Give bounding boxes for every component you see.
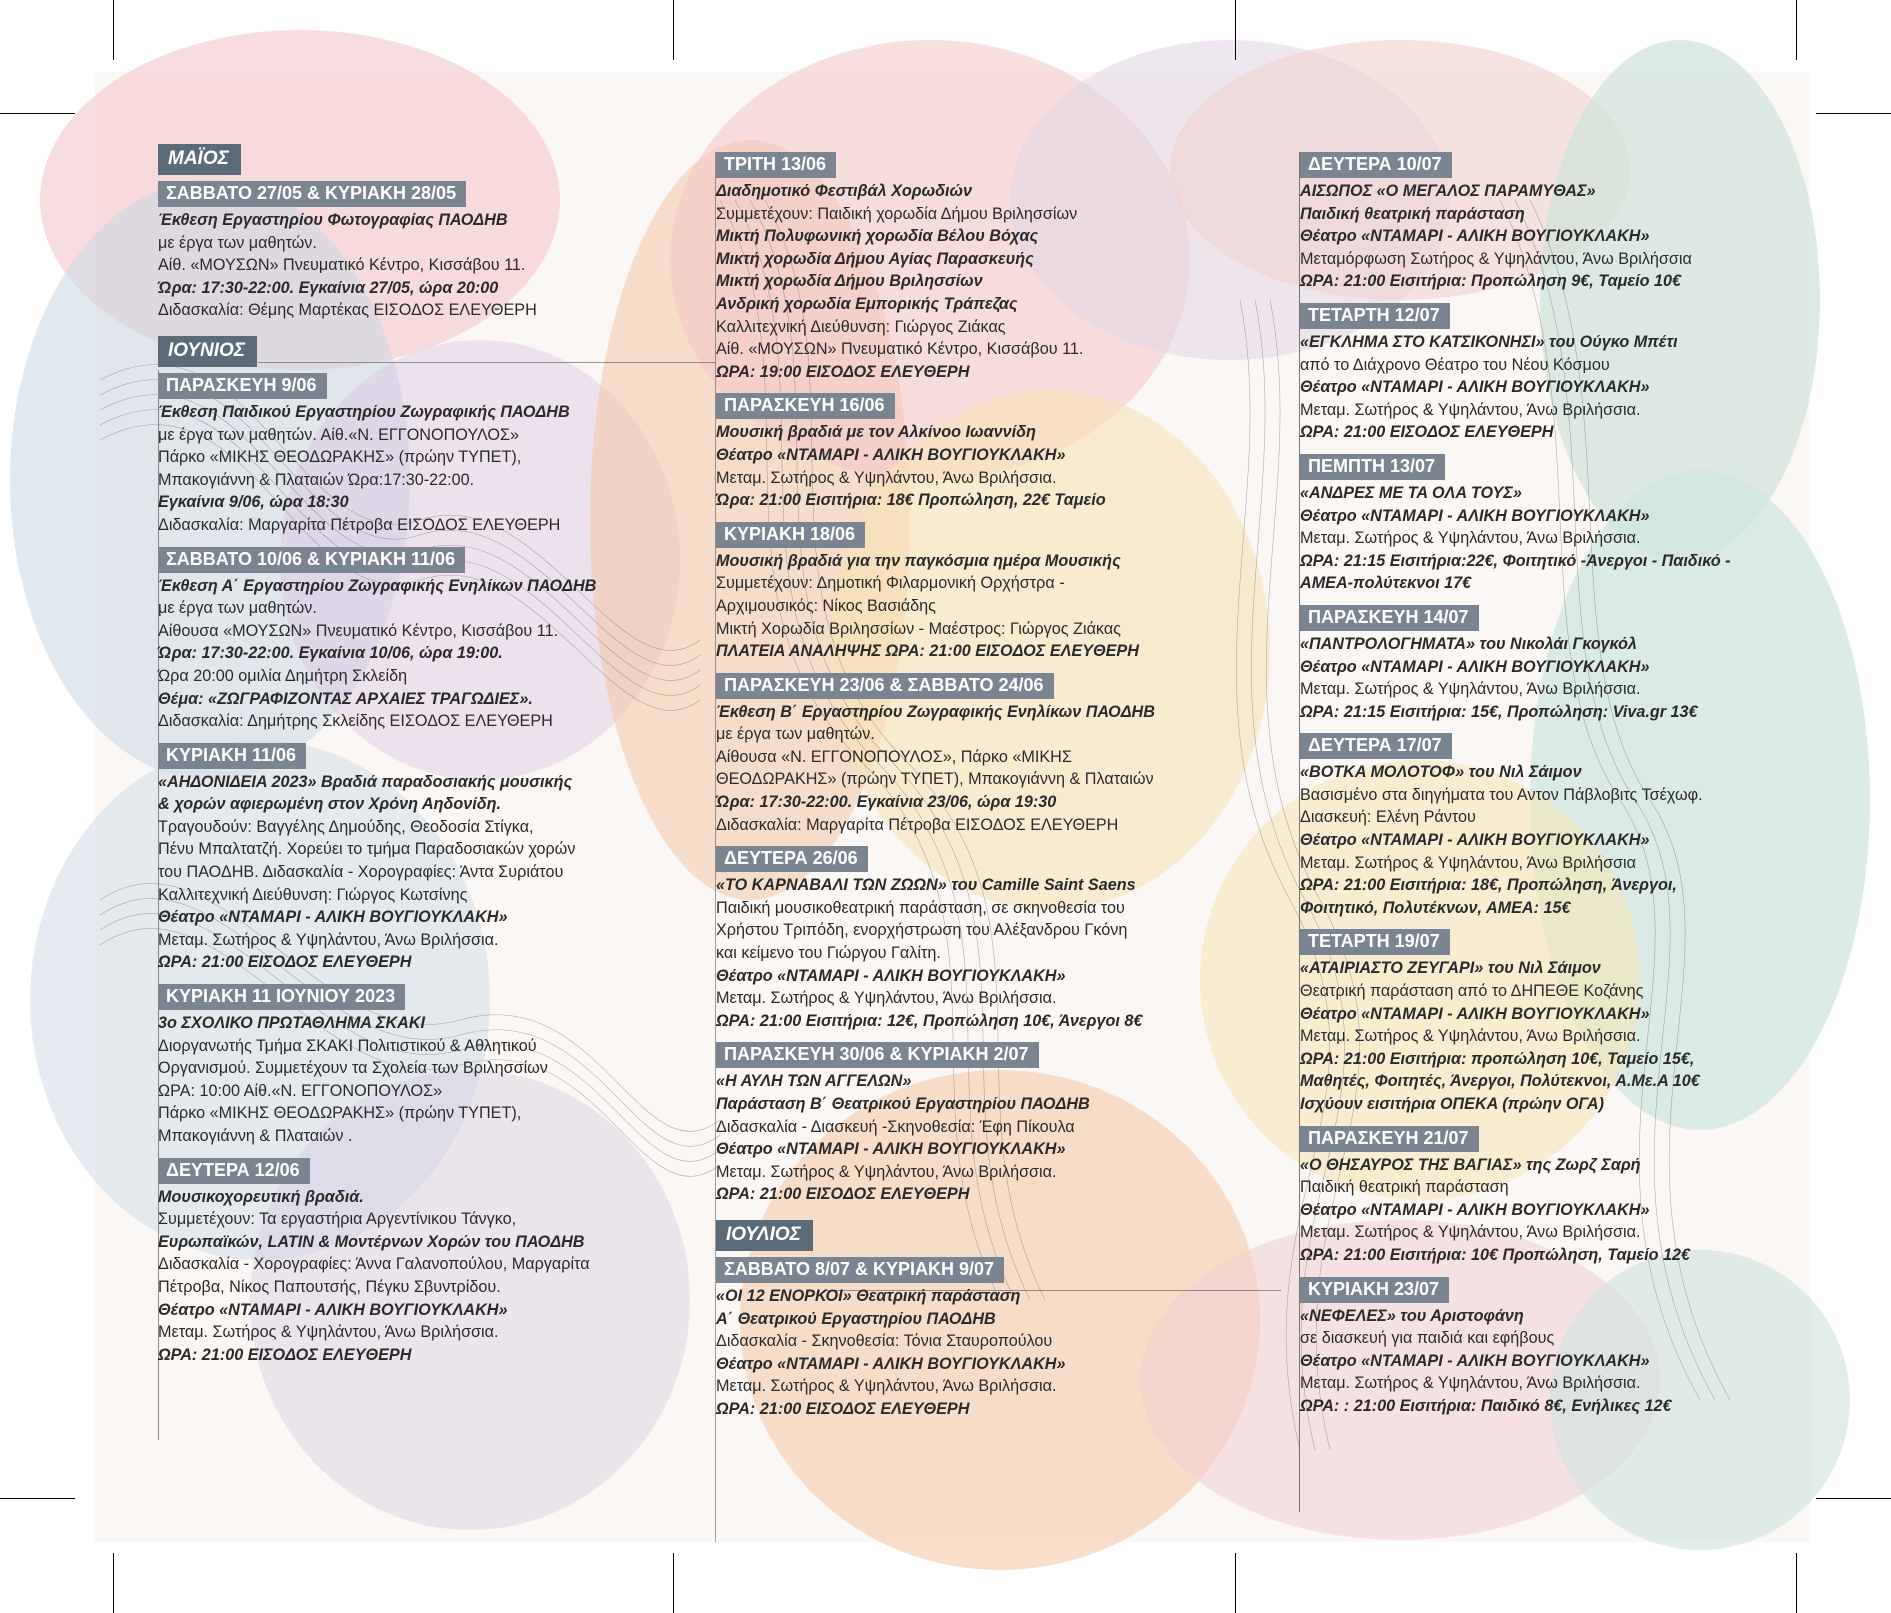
- event-detail-line: με έργα των μαθητών.: [158, 233, 317, 252]
- event-detail-line: Διασκευή: Ελένη Ράντου: [1300, 808, 1476, 827]
- event-detail-line: Μικτή χορωδία Δήμου Αγίας Παρασκευής: [716, 249, 1034, 268]
- event-detail-line: Μεταμ. Σωτήρος & Υψηλάντου, Άνω Βριλήσσια.: [716, 989, 1057, 1008]
- event-detail-line: «Ο ΘΗΣΑΥΡΟΣ ΤΗΣ ΒΑΓΙΑΣ» της Ζωρζ Σαρή: [1300, 1155, 1641, 1174]
- event-entry: [716, 1257, 1236, 1421]
- event-entry: [1300, 303, 1770, 444]
- event-detail-line: 3ο ΣΧΟΛΙΚΟ ΠΡΩΤΑΘΛΗΜΑ ΣΚΑΚΙ: [158, 1014, 426, 1033]
- event-entry: [716, 152, 1236, 383]
- column-left: [158, 140, 648, 1376]
- crop-mark: [113, 1553, 114, 1613]
- event-detail-line: ΑΙΣΩΠΟΣ «Ο ΜΕΓΑΛΟΣ ΠΑΡΑΜΥΘΑΣ»: [1300, 182, 1596, 200]
- crop-mark: [1235, 1553, 1236, 1613]
- event-detail-line: Διδασκαλία: Θέμης Μαρτέκας ΕΙΣΟΔΟΣ ΕΛΕΥΘΕΡΗ: [158, 301, 537, 320]
- event-detail-line: Παιδική θεατρική παράσταση: [1300, 204, 1525, 223]
- event-detail-line: «ΤΟ ΚΑΡΝΑΒΑΛΙ ΤΩΝ ΖΩΩΝ» του Camille Saint Saens: [716, 876, 1136, 895]
- event-date: ΚΥΡΙΑΚΗ 18/06: [716, 522, 865, 548]
- event-entry: [716, 522, 1236, 663]
- event-detail-line: Μεταμ. Σωτήρος & Υψηλάντου, Άνω Βριλήσσια.: [1300, 400, 1641, 419]
- crop-mark: [0, 113, 75, 114]
- event-detail-line: Παιδική μουσικοθεατρική παράσταση, σε σκηνοθεσία του: [716, 898, 1125, 917]
- event-detail-line: Θεατρική παράσταση από το ΔΗΠΕΘΕ Κοζάνης: [1300, 982, 1644, 1001]
- event-detail-line: Θέατρο «ΝΤΑΜΑΡΙ - ΑΛΙΚΗ ΒΟΥΓΙΟΥΚΛΑΚΗ»: [716, 1140, 1066, 1159]
- event-detail-line: Μικτή Χορωδία Βριλησσίων - Μαέστρος: Γιώργος Ζιάκας: [716, 619, 1121, 638]
- event-date: ΣΑΒΒΑΤΟ 8/07 & ΚΥΡΙΑΚΗ 9/07: [716, 1257, 1004, 1283]
- event-detail-line: ΩΡΑ: : 21:00 Εισιτήρια: Παιδικό 8€, Ενήλικες 12€: [1300, 1396, 1672, 1415]
- event-detail-line: Ώρα: 21:00 Εισιτήρια: 18€ Προπώληση, 22€ Ταμείο: [716, 491, 1106, 510]
- event-detail-line: Μουσική βραδιά για την παγκόσμια ημέρα Μουσικής: [716, 551, 1121, 570]
- event-detail-line: Μεταμ. Σωτήρος & Υψηλάντου, Άνω Βριλήσσια.: [158, 1323, 499, 1342]
- event-detail-line: ΩΡΑ: 21:00 Εισιτήρια: 10€ Προπώληση, Ταμείο 12€: [1300, 1245, 1691, 1264]
- event-entry: [1300, 929, 1770, 1115]
- event-detail-line: Μαθητές, Φοιτητές, Άνεργοι, Πολύτεκνοι, Α.Με.Α 10€: [1300, 1072, 1700, 1091]
- event-detail-line: Ανδρική χορωδία Εμπορικής Τράπεζας: [716, 294, 1018, 313]
- crop-mark: [1796, 0, 1797, 60]
- event-detail-line: & χορών αφιερωμένη στον Χρόνη Αηδονίδη.: [158, 795, 502, 814]
- event-detail-line: Θέμα: «ΖΩΓΡΑΦΙΖΟΝΤΑΣ ΑΡΧΑΙΕΣ ΤΡΑΓΩΔΙΕΣ».: [158, 689, 533, 708]
- event-detail-line: «ΝΕΦΕΛΕΣ» του Αριστοφάνη: [1300, 1306, 1524, 1325]
- event-detail-line: Μεταμ. Σωτήρος & Υψηλάντου, Άνω Βριλήσσια.: [716, 468, 1057, 487]
- event-entry: [1300, 1277, 1770, 1418]
- event-detail-line: Διδασκαλία - Σκηνοθεσία: Τόνια Σταυροπούλου: [716, 1332, 1053, 1351]
- event-detail-line: Τραγουδούν: Βαγγέλης Δημούδης, Θεοδοσία Στίγκα,: [158, 817, 534, 836]
- event-date: ΠΑΡΑΣΚΕΥΗ 30/06 & ΚΥΡΙΑΚΗ 2/07: [716, 1042, 1039, 1068]
- event-detail-line: Διοργανωτής Τμήμα ΣΚΑΚΙ Πολιτιστικού & Αθλητικού: [158, 1036, 537, 1055]
- event-detail-line: Ώρα: 17:30-22:00. Εγκαίνια 10/06, ώρα 19:00.: [158, 644, 503, 663]
- event-detail-line: Παιδική θεατρική παράσταση: [1300, 1178, 1509, 1197]
- event-detail-line: σε διασκευή για παιδιά και εφήβους: [1300, 1329, 1555, 1348]
- event-detail-line: Διδασκαλία - Διασκευή -Σκηνοθεσία: Έφη Πίκουλα: [716, 1117, 1075, 1136]
- event-entry: [158, 373, 648, 537]
- event-date: ΣΑΒΒΑΤΟ 27/05 & ΚΥΡΙΑΚΗ 28/05: [158, 181, 466, 207]
- event-date: ΠΕΜΠΤΗ 13/07: [1300, 454, 1445, 480]
- event-detail-line: Οργανισμού. Συμμετέχουν τα Σχολεία των Βριλησσίων: [158, 1059, 548, 1078]
- event-entry: [716, 673, 1236, 837]
- event-date: ΤΕΤΑΡΤΗ 12/07: [1300, 303, 1450, 329]
- event-detail-line: Μεταμ. Σωτήρος & Υψηλάντου, Άνω Βριλήσσια.: [716, 1377, 1057, 1396]
- event-detail-line: Διαδημοτικό Φεστιβάλ Χορωδιών: [716, 182, 972, 200]
- event-detail-line: Χρήστου Τριπόδη, ενορχήστρωση του Αλέξανδρου Γκόνη: [716, 921, 1128, 940]
- event-detail-line: Διδασκαλία - Χορογραφίες: Άννα Γαλανοπούλου, Μαργαρίτα: [158, 1255, 590, 1274]
- crop-mark: [1816, 1498, 1891, 1499]
- event-entry: [1300, 605, 1770, 723]
- event-date: ΚΥΡΙΑΚΗ 23/07: [1300, 1277, 1449, 1303]
- event-detail-line: Μεταμόρφωση Σωτήρος & Υψηλάντου, Άνω Βριλήσσια: [1300, 249, 1692, 268]
- event-detail-line: Ισχύουν εισιτήρια ΟΠΕΚΑ (πρώην ΟΓΑ): [1300, 1095, 1604, 1113]
- event-detail-line: Έκθεση Α΄ Εργαστηρίου Ζωγραφικής Ενηλίκων ΠΑΟΔΗΒ: [158, 576, 597, 595]
- event-date: ΠΑΡΑΣΚΕΥΗ 14/07: [1300, 605, 1479, 631]
- event-entry: [1300, 454, 1770, 595]
- event-detail-line: ΩΡΑ: 21:15 Εισιτήρια: 15€, Προπώληση: Viva.gr 13€: [1300, 702, 1698, 721]
- event-detail-line: Ώρα: 17:30-22:00. Εγκαίνια 27/05, ώρα 20:00: [158, 278, 499, 297]
- event-detail-line: ΩΡΑ: 19:00 ΕΙΣΟΔΟΣ ΕΛΕΥΘΕΡΗ: [716, 362, 970, 381]
- event-detail-line: Μπακογιάννη & Πλαταιών Ώρα:17:30-22:00.: [158, 470, 475, 489]
- event-detail-line: Μπακογιάννη & Πλαταιών .: [158, 1127, 353, 1145]
- event-detail-line: Μικτή Πολυφωνική χορωδία Βέλου Βόχας: [716, 227, 1039, 246]
- event-date: ΤΕΤΑΡΤΗ 19/07: [1300, 929, 1450, 955]
- event-detail-line: Θέατρο «ΝΤΑΜΑΡΙ - ΑΛΙΚΗ ΒΟΥΓΙΟΥΚΛΑΚΗ»: [1300, 657, 1650, 676]
- event-detail-line: Θέατρο «ΝΤΑΜΑΡΙ - ΑΛΙΚΗ ΒΟΥΓΙΟΥΚΛΑΚΗ»: [1300, 378, 1650, 397]
- event-detail-line: Συμμετέχουν: Παιδική χορωδία Δήμου Βριλησσίων: [716, 204, 1078, 223]
- event-detail-line: Θέατρο «ΝΤΑΜΑΡΙ - ΑΛΙΚΗ ΒΟΥΓΙΟΥΚΛΑΚΗ»: [1300, 1200, 1650, 1219]
- event-detail-line: «ΟΙ 12 ΕΝΟΡΚΟΙ» Θεατρική παράσταση: [716, 1286, 1021, 1305]
- event-detail-line: Μεταμ. Σωτήρος & Υψηλάντου, Άνω Βριλήσσια.: [1300, 680, 1641, 699]
- event-date: ΔΕΥΤΕΡΑ 26/06: [716, 846, 868, 872]
- event-detail-line: Θέατρο «ΝΤΑΜΑΡΙ - ΑΛΙΚΗ ΒΟΥΓΙΟΥΚΛΑΚΗ»: [158, 908, 508, 927]
- event-detail-line: από το Διάχρονο Θέατρο του Νέου Κόσμου: [1300, 355, 1610, 374]
- event-entry: [716, 1042, 1236, 1206]
- crop-mark: [673, 1553, 674, 1613]
- event-date: ΔΕΥΤΕΡΑ 12/06: [158, 1158, 310, 1184]
- event-detail-line: Πέτροβα, Νίκος Παπουτσής, Πέγκυ Σβυντρίδου.: [158, 1277, 501, 1296]
- event-detail-line: Αίθουσα «ΜΟΥΣΩΝ» Πνευματικό Κέντρο, Κισσάβου 11.: [158, 621, 559, 640]
- event-date: ΚΥΡΙΑΚΗ 11 ΙΟΥΝΙΟΥ 2023: [158, 984, 405, 1010]
- event-date: ΚΥΡΙΑΚΗ 11/06: [158, 743, 306, 769]
- month-heading: ΙΟΥΛΙΟΣ: [716, 1220, 813, 1251]
- event-detail-line: ΩΡΑ: 21:00 ΕΙΣΟΔΟΣ ΕΛΕΥΘΕΡΗ: [1300, 423, 1554, 442]
- event-detail-line: ΩΡΑ: 21:00 ΕΙΣΟΔΟΣ ΕΛΕΥΘΕΡΗ: [158, 1345, 412, 1364]
- event-detail-line: Βασισμένο στα διηγήματα του Αντον Πάβλοβιτς Τσέχωφ.: [1300, 785, 1703, 804]
- event-detail-line: του ΠΑΟΔΗΒ. Διδασκαλία - Χορογραφίες: Άντα Συριάτου: [158, 863, 564, 882]
- event-detail-line: Πένυ Μπαλτατζή. Χορεύει το τμήμα Παραδοσιακών χορών: [158, 840, 576, 859]
- event-entry: [1300, 152, 1770, 293]
- event-detail-line: Μεταμ. Σωτήρος & Υψηλάντου, Άνω Βριλήσσια: [1300, 853, 1637, 872]
- event-detail-line: με έργα των μαθητών. Αίθ.«Ν. ΕΓΓΟΝΟΠΟΥΛΟΣ»: [158, 425, 520, 444]
- event-detail-line: Φοιτητικό, Πολυτέκνων, ΑΜΕΑ: 15€: [1300, 898, 1571, 917]
- column-middle: [716, 152, 1236, 1431]
- event-date: ΔΕΥΤΕΡΑ 17/07: [1300, 733, 1452, 759]
- event-detail-line: Αίθουσα «Ν. ΕΓΓΟΝΟΠΟΥΛΟΣ», Πάρκο «ΜΙΚΗΣ: [716, 747, 1072, 766]
- event-detail-line: ΩΡΑ: 21:00 Εισιτήρια: 12€, Προπώληση 10€, Άνεργοι 8€: [716, 1011, 1143, 1030]
- event-detail-line: Έκθεση Β΄ Εργαστηρίου Ζωγραφικής Ενηλίκων ΠΑΟΔΗΒ: [716, 702, 1155, 721]
- event-detail-line: ΩΡΑ: 21:00 Εισιτήρια: 18€, Προπώληση, Άνεργοι,: [1300, 876, 1677, 895]
- event-detail-line: Αίθ. «ΜΟΥΣΩΝ» Πνευματικό Κέντρο, Κισσάβου 11.: [158, 256, 526, 275]
- event-detail-line: Θέατρο «ΝΤΑΜΑΡΙ - ΑΛΙΚΗ ΒΟΥΓΙΟΥΚΛΑΚΗ»: [1300, 1004, 1650, 1023]
- event-detail-line: Διδασκαλία: Μαργαρίτα Πέτροβα ΕΙΣΟΔΟΣ ΕΛΕΥΘΕΡΗ: [716, 815, 1119, 834]
- crop-mark: [673, 0, 674, 60]
- event-detail-line: «ΕΓΚΛΗΜΑ ΣΤΟ ΚΑΤΣΙΚΟΝΗΣΙ» του Ούγκο Μπέτι: [1300, 332, 1678, 351]
- event-date: ΤΡΙΤΗ 13/06: [716, 152, 836, 178]
- event-detail-line: Ώρα 20:00 ομιλία Δημήτρη Σκλείδη: [158, 666, 408, 685]
- event-date: ΠΑΡΑΣΚΕΥΗ 16/06: [716, 393, 895, 419]
- event-detail-line: Μουσική βραδιά με τον Αλκίνοο Ιωαννίδη: [716, 423, 1036, 442]
- event-entry: [158, 743, 648, 974]
- event-detail-line: Θέατρο «ΝΤΑΜΑΡΙ - ΑΛΙΚΗ ΒΟΥΓΙΟΥΚΛΑΚΗ»: [1300, 227, 1650, 246]
- event-detail-line: Θέατρο «ΝΤΑΜΑΡΙ - ΑΛΙΚΗ ΒΟΥΓΙΟΥΚΛΑΚΗ»: [1300, 831, 1650, 850]
- month-heading: ΜΑΪΟΣ: [158, 144, 241, 175]
- event-detail-line: Μεταμ. Σωτήρος & Υψηλάντου, Άνω Βριλήσσια.: [1300, 1223, 1641, 1242]
- event-detail-line: Ευρωπαϊκών, LATIN & Μοντέρνων Χορών του ΠΑΟΔΗΒ: [158, 1232, 585, 1251]
- event-detail-line: Α΄ Θεατρικού Εργαστηρίου ΠΑΟΔΗΒ: [716, 1309, 996, 1328]
- event-date: ΠΑΡΑΣΚΕΥΗ 9/06: [158, 373, 327, 399]
- event-detail-line: ΩΡΑ: 21:00 ΕΙΣΟΔΟΣ ΕΛΕΥΘΕΡΗ: [716, 1185, 970, 1204]
- event-detail-line: ΩΡΑ: 21:00 ΕΙΣΟΔΟΣ ΕΛΕΥΘΕΡΗ: [158, 953, 412, 972]
- crop-mark: [1235, 0, 1236, 60]
- event-detail-line: Ώρα: 17:30-22:00. Εγκαίνια 23/06, ώρα 19:30: [716, 793, 1057, 812]
- event-detail-line: Διδασκαλία: Μαργαρίτα Πέτροβα ΕΙΣΟΔΟΣ ΕΛΕΥΘΕΡΗ: [158, 515, 561, 534]
- event-detail-line: και κείμενο του Γιώργου Γαλίτη.: [716, 944, 941, 963]
- event-detail-line: ΘΕΟΔΩΡΑΚΗΣ» (πρώην ΤΥΠΕΤ), Μπακογιάννη & Πλαταιών: [716, 770, 1154, 789]
- event-detail-line: Θέατρο «ΝΤΑΜΑΡΙ - ΑΛΙΚΗ ΒΟΥΓΙΟΥΚΛΑΚΗ»: [1300, 1351, 1650, 1370]
- event-detail-line: Θέατρο «ΝΤΑΜΑΡΙ - ΑΛΙΚΗ ΒΟΥΓΙΟΥΚΛΑΚΗ»: [1300, 506, 1650, 525]
- event-detail-line: Μεταμ. Σωτήρος & Υψηλάντου, Άνω Βριλήσσια.: [716, 1162, 1057, 1181]
- event-entry: [158, 181, 648, 322]
- event-entry: [158, 547, 648, 733]
- event-detail-line: Συμμετέχουν: Δημοτική Φιλαρμονική Ορχήστρα -: [716, 574, 1065, 593]
- event-detail-line: Πάρκο «ΜΙΚΗΣ ΘΕΟΔΩΡΑΚΗΣ» (πρώην ΤΥΠΕΤ),: [158, 448, 522, 467]
- event-detail-line: «ΠΑΝΤΡΟΛΟΓΗΜΑΤΑ» του Νικολάι Γκογκόλ: [1300, 634, 1637, 653]
- event-detail-line: Έκθεση Παιδικού Εργαστηρίου Ζωγραφικής ΠΑΟΔΗΒ: [158, 402, 570, 421]
- event-entry: [158, 1158, 648, 1367]
- event-detail-line: Θέατρο «ΝΤΑΜΑΡΙ - ΑΛΙΚΗ ΒΟΥΓΙΟΥΚΛΑΚΗ»: [716, 966, 1066, 985]
- event-detail-line: Καλλιτεχνική Διεύθυνση: Γιώργος Ζιάκας: [716, 317, 1006, 336]
- event-detail-line: Εγκαίνια 9/06, ώρα 18:30: [158, 493, 349, 512]
- event-detail-line: «ΑΤΑΙΡΙΑΣΤΟ ΖΕΥΓΑΡΙ» του Νιλ Σάιμον: [1300, 959, 1601, 978]
- event-detail-line: με έργα των μαθητών.: [716, 725, 875, 744]
- event-detail-line: ΑΜΕΑ-πολύτεκνοι 17€: [1300, 574, 1472, 593]
- event-entry: [158, 984, 648, 1148]
- event-detail-line: Καλλιτεχνική Διεύθυνση: Γιώργος Κωτσίνης: [158, 885, 468, 904]
- crop-mark: [1816, 113, 1891, 114]
- event-detail-line: Θέατρο «ΝΤΑΜΑΡΙ - ΑΛΙΚΗ ΒΟΥΓΙΟΥΚΛΑΚΗ»: [158, 1300, 508, 1319]
- event-detail-line: «ΑΝΔΡΕΣ ΜΕ ΤΑ ΟΛΑ ΤΟΥΣ»: [1300, 483, 1522, 502]
- event-entry: [1300, 733, 1770, 919]
- event-detail-line: Διδασκαλία: Δημήτρης Σκλείδης ΕΙΣΟΔΟΣ ΕΛΕΥΘΕΡΗ: [158, 712, 553, 731]
- event-detail-line: Μικτή χορωδία Δήμου Βριλησσίων: [716, 272, 983, 291]
- event-detail-line: Έκθεση Εργαστηρίου Φωτογραφίας ΠΑΟΔΗΒ: [158, 211, 508, 229]
- event-detail-line: «Η ΑΥΛΗ ΤΩΝ ΑΓΓΕΛΩΝ»: [716, 1072, 912, 1091]
- event-detail-line: Θέατρο «ΝΤΑΜΑΡΙ - ΑΛΙΚΗ ΒΟΥΓΙΟΥΚΛΑΚΗ»: [716, 1354, 1066, 1373]
- month-heading: ΙΟΥΝΙΟΣ: [158, 336, 257, 367]
- crop-mark: [113, 0, 114, 60]
- event-detail-line: Μουσικοχορευτική βραδιά.: [158, 1187, 364, 1206]
- event-detail-line: Παράσταση Β΄ Θεατρικού Εργαστηρίου ΠΑΟΔΗΒ: [716, 1095, 1090, 1113]
- event-date: ΠΑΡΑΣΚΕΥΗ 23/06 & ΣΑΒΒΑΤΟ 24/06: [716, 673, 1054, 699]
- event-detail-line: Πάρκο «ΜΙΚΗΣ ΘΕΟΔΩΡΑΚΗΣ» (πρώην ΤΥΠΕΤ),: [158, 1104, 522, 1123]
- event-detail-line: Μεταμ. Σωτήρος & Υψηλάντου, Άνω Βριλήσσια.: [1300, 529, 1641, 548]
- event-detail-line: ΩΡΑ: 21:00 Εισιτήρια: προπώληση 10€, Ταμείο 15€,: [1300, 1049, 1695, 1068]
- event-date: ΣΑΒΒΑΤΟ 10/06 & ΚΥΡΙΑΚΗ 11/06: [158, 547, 465, 573]
- event-detail-line: Μεταμ. Σωτήρος & Υψηλάντου, Άνω Βριλήσσια.: [1300, 1374, 1641, 1393]
- event-detail-line: ΩΡΑ: 10:00 Αίθ.«Ν. ΕΓΓΟΝΟΠΟΥΛΟΣ»: [158, 1081, 443, 1100]
- event-entry: [716, 846, 1236, 1032]
- event-detail-line: Μεταμ. Σωτήρος & Υψηλάντου, Άνω Βριλήσσια.: [1300, 1027, 1641, 1046]
- event-entry: [716, 393, 1236, 511]
- event-detail-line: Αίθ. «ΜΟΥΣΩΝ» Πνευματικό Κέντρο, Κισσάβου 11.: [716, 340, 1084, 359]
- event-detail-line: ΩΡΑ: 21:15 Εισιτήρια:22€, Φοιτητικό -Άνεργοι - Παιδικό -: [1300, 551, 1731, 570]
- event-detail-line: «ΒΟΤΚΑ ΜΟΛΟΤΟΦ» του Νιλ Σάιμον: [1300, 763, 1582, 782]
- event-detail-line: ΩΡΑ: 21:00 ΕΙΣΟΔΟΣ ΕΛΕΥΘΕΡΗ: [716, 1399, 970, 1418]
- event-detail-line: Συμμετέχουν: Τα εργαστήρια Αργεντίνικου Τάνγκο,: [158, 1210, 517, 1229]
- event-detail-line: «ΑΗΔΟΝΙΔΕΙΑ 2023» Βραδιά παραδοσιακής μουσικής: [158, 772, 573, 791]
- column-right: [1300, 152, 1770, 1428]
- event-detail-line: Θέατρο «ΝΤΑΜΑΡΙ - ΑΛΙΚΗ ΒΟΥΓΙΟΥΚΛΑΚΗ»: [716, 445, 1066, 464]
- crop-mark: [1796, 1553, 1797, 1613]
- event-detail-line: ΠΛΑΤΕΙΑ ΑΝΑΛΗΨΗΣ ΩΡΑ: 21:00 ΕΙΣΟΔΟΣ ΕΛΕΥΘΕΡΗ: [716, 642, 1139, 661]
- event-date: ΠΑΡΑΣΚΕΥΗ 21/07: [1300, 1126, 1479, 1152]
- event-entry: [1300, 1126, 1770, 1267]
- event-date: ΔΕΥΤΕΡΑ 10/07: [1300, 152, 1452, 178]
- event-detail-line: Μεταμ. Σωτήρος & Υψηλάντου, Άνω Βριλήσσια.: [158, 930, 499, 949]
- event-detail-line: ΩΡΑ: 21:00 Εισιτήρια: Προπώληση 9€, Ταμείο 10€: [1300, 272, 1682, 291]
- event-detail-line: Αρχιμουσικός: Νίκος Βασιάδης: [716, 596, 936, 615]
- event-detail-line: με έργα των μαθητών.: [158, 599, 317, 618]
- crop-mark: [0, 1498, 75, 1499]
